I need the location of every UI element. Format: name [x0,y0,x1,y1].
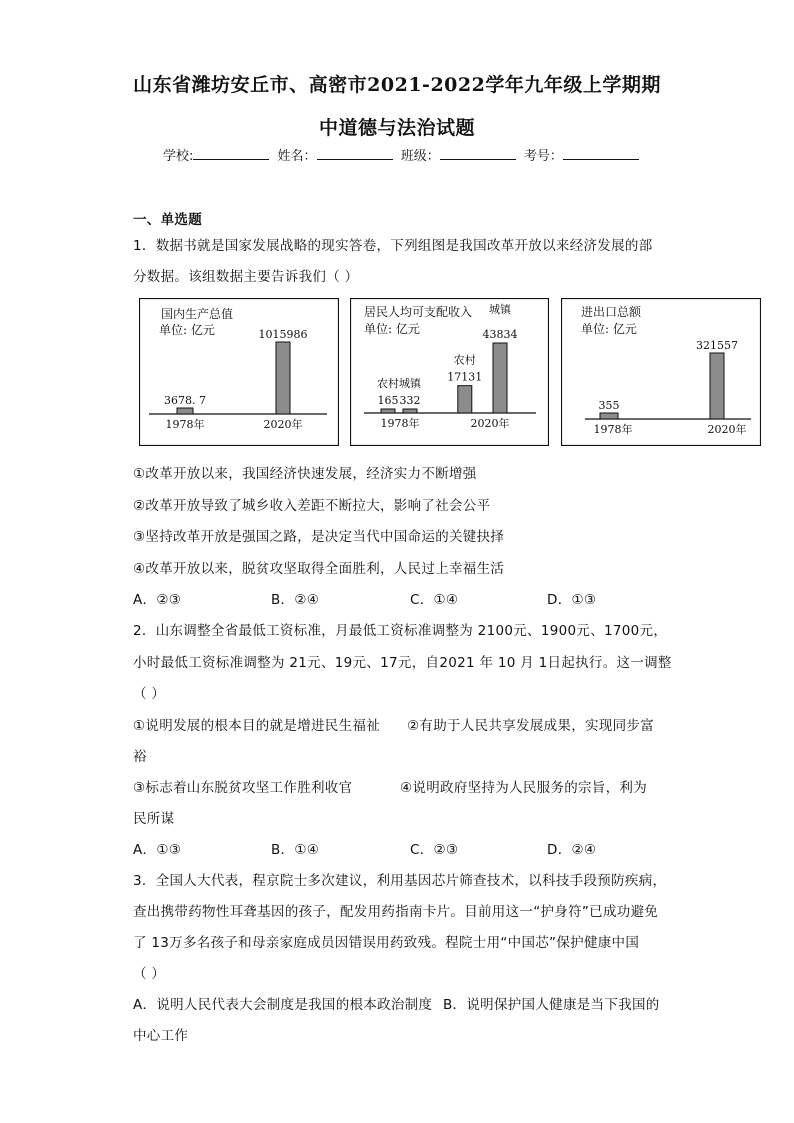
chart-gdp-title: 国内生产总值 [161,307,234,321]
income-农村-0-value-label: 165 [377,394,399,407]
q1-option-d[interactable]: D．①③ [547,592,597,608]
income-城镇-1-bar [493,343,507,413]
gdp-0-category-label: 1978年 [165,418,205,431]
q1-option-c[interactable]: C．①④ [410,592,459,608]
chart-trade-title: 进出口总额 [581,305,642,319]
gdp-1-bar [276,342,290,414]
q2-statement-4: ④说明政府坚持为人民服务的宗旨，利为 [400,780,648,796]
income-series-城镇-1-label: 城镇 [489,303,511,316]
trade-1-value-label: 321557 [696,339,738,352]
income-0-category-label: 1978年 [380,417,420,430]
q2-stem-line2: 小时最低工资标准调整为 21元、19元、17元，自2021 年 10 月 1日起执行。这一调整 [133,655,672,671]
q2-option-c[interactable]: C．②③ [410,842,459,858]
chart-trade [561,298,761,446]
q1-statement-3: ③坚持改革开放是强国之路，是决定当代中国命运的关键抉择 [133,529,505,545]
page-title-line2: 中道德与法治试题 [318,117,475,139]
q1-statement-4: ④改革开放以来，脱贫攻坚取得全面胜利，人民过上幸福生活 [133,561,505,577]
q1-statement-2: ②改革开放导致了城乡收入差距不断拉大，影响了社会公平 [133,498,491,514]
q1-stem-line1: 1．数据书就是国家发展战略的现实答卷，下列组图是我国改革开放以来经济发展的部 [133,238,653,254]
school-blank [193,147,269,160]
name-label: 姓名： [277,149,317,164]
q2-option-d[interactable]: D．②④ [547,842,597,858]
chart-income [350,298,549,446]
chart-trade-unit: 单位: 亿元 [581,322,637,336]
q3-stem-line3: 了 13万多名孩子和母亲家庭成员因错误用药致残。程院士用“中国芯”保护健康中国 [133,935,640,951]
chart-trade-svg [561,298,761,446]
income-series-农村-0-label: 农村 [377,377,399,390]
trade-1-category-label: 2020年 [707,423,747,436]
q1-option-a[interactable]: A．②③ [133,592,182,608]
class-label: 班级： [400,149,440,164]
q3-option-b-cont: 中心工作 [133,1028,189,1044]
income-城镇-1-value-label: 43834 [482,328,518,341]
income-series-城镇-0-label: 城镇 [399,377,421,390]
trade-0-value-label: 355 [598,399,620,412]
q3-option-a[interactable]: A．说明人民代表大会制度是我国的根本政治制度 [133,997,433,1013]
section-heading: 一、单选题 [133,212,202,228]
q2-statement-2-cont: 裕 [133,749,147,765]
exam-no-label: 考号： [523,149,563,164]
q2-options [133,838,663,858]
q2-statement-3: ③标志着山东脱贫攻坚工作胜利收官 [133,780,353,796]
gdp-0-bar [177,408,193,414]
q2-statement-2: ②有助于人民共享发展成果，实现同步富 [407,718,655,734]
chart-gdp-unit: 单位: 亿元 [159,323,215,337]
q3-stem-line4: （ ） [133,966,166,982]
q1-option-b[interactable]: B．②④ [271,592,320,608]
income-农村-1-value-label: 17131 [447,370,483,384]
exam-no-blank [563,147,639,160]
q1-options [133,588,663,608]
chart-income-unit: 单位: 亿元 [364,322,420,336]
trade-0-category-label: 1978年 [593,423,633,436]
q2-option-b[interactable]: B．①④ [271,842,320,858]
q2-statement-4-cont: 民所谋 [133,811,175,827]
income-城镇-0-value-label: 332 [399,394,421,407]
gdp-0-value-label: 3678. 7 [164,394,206,407]
income-城镇-0-bar [403,409,417,413]
page-title-line1: 山东省潍坊安丘市、高密市2021-2022学年九年级上学期期 [133,74,661,96]
q3-stem-line2: 查出携带药物性耳聋基因的孩子，配发用药指南卡片。目前用这一“护身符”已成功避免 [133,904,659,920]
trade-0-bar [600,413,618,419]
chart-income-svg [350,298,549,446]
q1-statement-1: ①改革开放以来，我国经济快速发展，经济实力不断增强 [133,466,477,482]
income-农村-0-bar [381,409,395,413]
q1-stem-line2: 分数据。该组数据主要告诉我们（ ） [133,269,359,285]
chart-gdp-svg [139,298,339,446]
gdp-1-category-label: 2020年 [263,418,303,431]
class-blank [440,147,516,160]
income-series-农村-1-label: 农村 [453,353,476,367]
chart-gdp [139,298,339,446]
trade-1-bar [710,353,724,419]
student-info-row [163,145,643,164]
income-农村-1-bar [458,386,472,413]
q2-option-a[interactable]: A．①③ [133,842,182,858]
q2-stem-line3: （ ） [133,686,166,702]
chart-income-title: 居民人均可支配收入 [364,305,473,319]
q3-option-b[interactable]: B．说明保护国人健康是当下我国的 [443,997,660,1013]
income-1-category-label: 2020年 [470,417,510,430]
q3-stem-line1: 3．全国人大代表，程京院士多次建议，利用基因芯片筛查技术，以科技手段预防疾病， [133,873,667,889]
q2-statement-1: ①说明发展的根本目的就是增进民生福祉 [133,718,381,734]
gdp-1-value-label: 1015986 [258,328,308,341]
school-label: 学校: [163,149,194,164]
name-blank [317,147,393,160]
q2-stem-line1: 2．山东调整全省最低工资标准，月最低工资标准调整为 2100元、1900元、1700元， [133,623,668,639]
